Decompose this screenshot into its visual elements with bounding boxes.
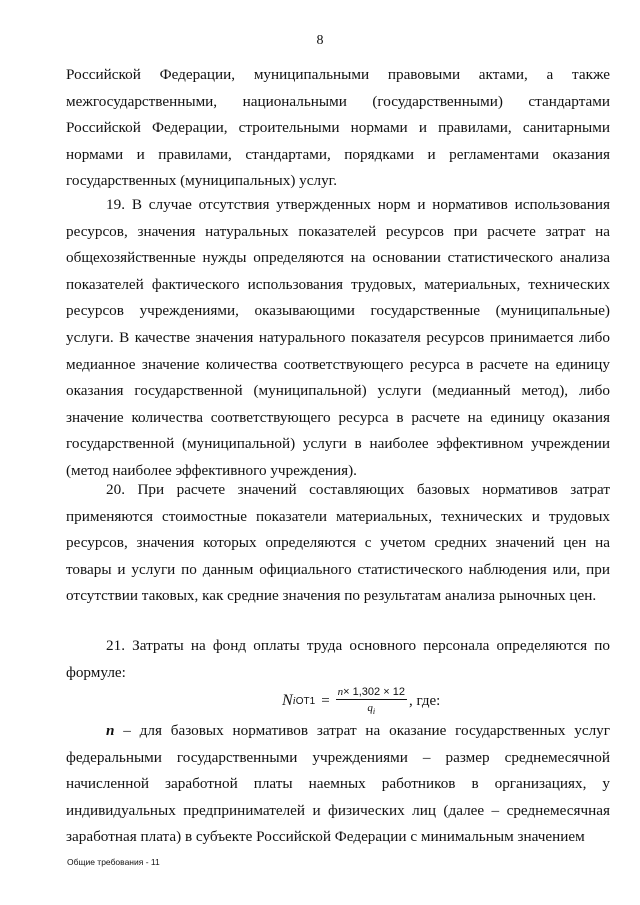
paragraph-text (66, 718, 610, 851)
paragraph-20 (66, 477, 610, 610)
formula-numerator-var: n (337, 686, 344, 698)
footer-note: Общие требования - 11 (67, 857, 160, 867)
page-number: 8 (316, 33, 324, 48)
formula-numerator-rest: × 1,302 × 12 (343, 686, 405, 698)
paragraph-text: Российской Федерации, муниципальными правовыми актами, а также межгосударственными, национальными (государственными) стандартами Российской Федерации, строительными нормами и правилами, санитарными нормами и правилами, стандартами, порядками и регламентами оказания государственных (муниципальных) услуг. (66, 66, 610, 190)
variable-n: n (106, 722, 115, 739)
formula-subscript: i (292, 695, 296, 708)
paragraph-n-definition (66, 718, 610, 851)
definition-text: – для базовых нормативов затрат на оказание государственных услуг федеральными государственными учреждениями – размер среднемесячной начисленной заработной платы наемных работников в организациях, у индивидуальных предпринимателей и физических лиц (далее – среднемесячная заработная плата) в субъекте Российской Федерации с минимальным значением (66, 722, 610, 846)
formula-numerator (336, 686, 407, 700)
paragraph-text: 19. В случае отсутствия утвержденных норм и нормативов использования ресурсов, значения натуральных показателей ресурсов при расчете затрат на общехозяйственные нужды определяются на основании статистического анализа показателей фактического использования трудовых, материальных, технических ресурсов учреждениями, оказывающими государственные (муниципальные) услуги. В качестве значения натурального показателя ресурсов принимается либо медианное значение количества соответствующего ресурса в расчете на единицу оказания государственной (муниципальной) услуги (медианный метод), либо значение количества соответствующего ресурса в расчете на единицу оказания государственной (муниципальной) услуги в наиболее эффективном учреждении (метод наиболее эффективного учреждения). (66, 196, 610, 479)
paragraph-21 (66, 633, 610, 686)
formula-suffix: , где: (408, 692, 441, 709)
formula-superscript: ОТ1 (295, 695, 316, 707)
paragraph-text: 20. При расчете значений составляющих базовых нормативов затрат применяются стоимостные показатели материальных, технических и трудовых ресурсов, значения которых определяются с учетом средних значений цен на товары и услуги по данным официального статистического наблюдения или, при отсутствии таковых, как средние значения по результатам анализа рыночных цен. (66, 481, 610, 605)
paragraph-19 (66, 192, 610, 485)
paragraph-continuation (66, 62, 610, 195)
formula-denominator (367, 700, 375, 716)
paragraph-text: 21. Затраты на фонд оплаты труда основного персонала определяются по формуле: (66, 637, 610, 681)
formula-equals: = (321, 692, 330, 709)
formula-denominator-sub: i (372, 707, 376, 717)
formula-denominator-var: q (367, 702, 373, 714)
formula-symbol: N (282, 692, 293, 710)
formula-fraction (336, 686, 407, 716)
formula (282, 686, 440, 716)
